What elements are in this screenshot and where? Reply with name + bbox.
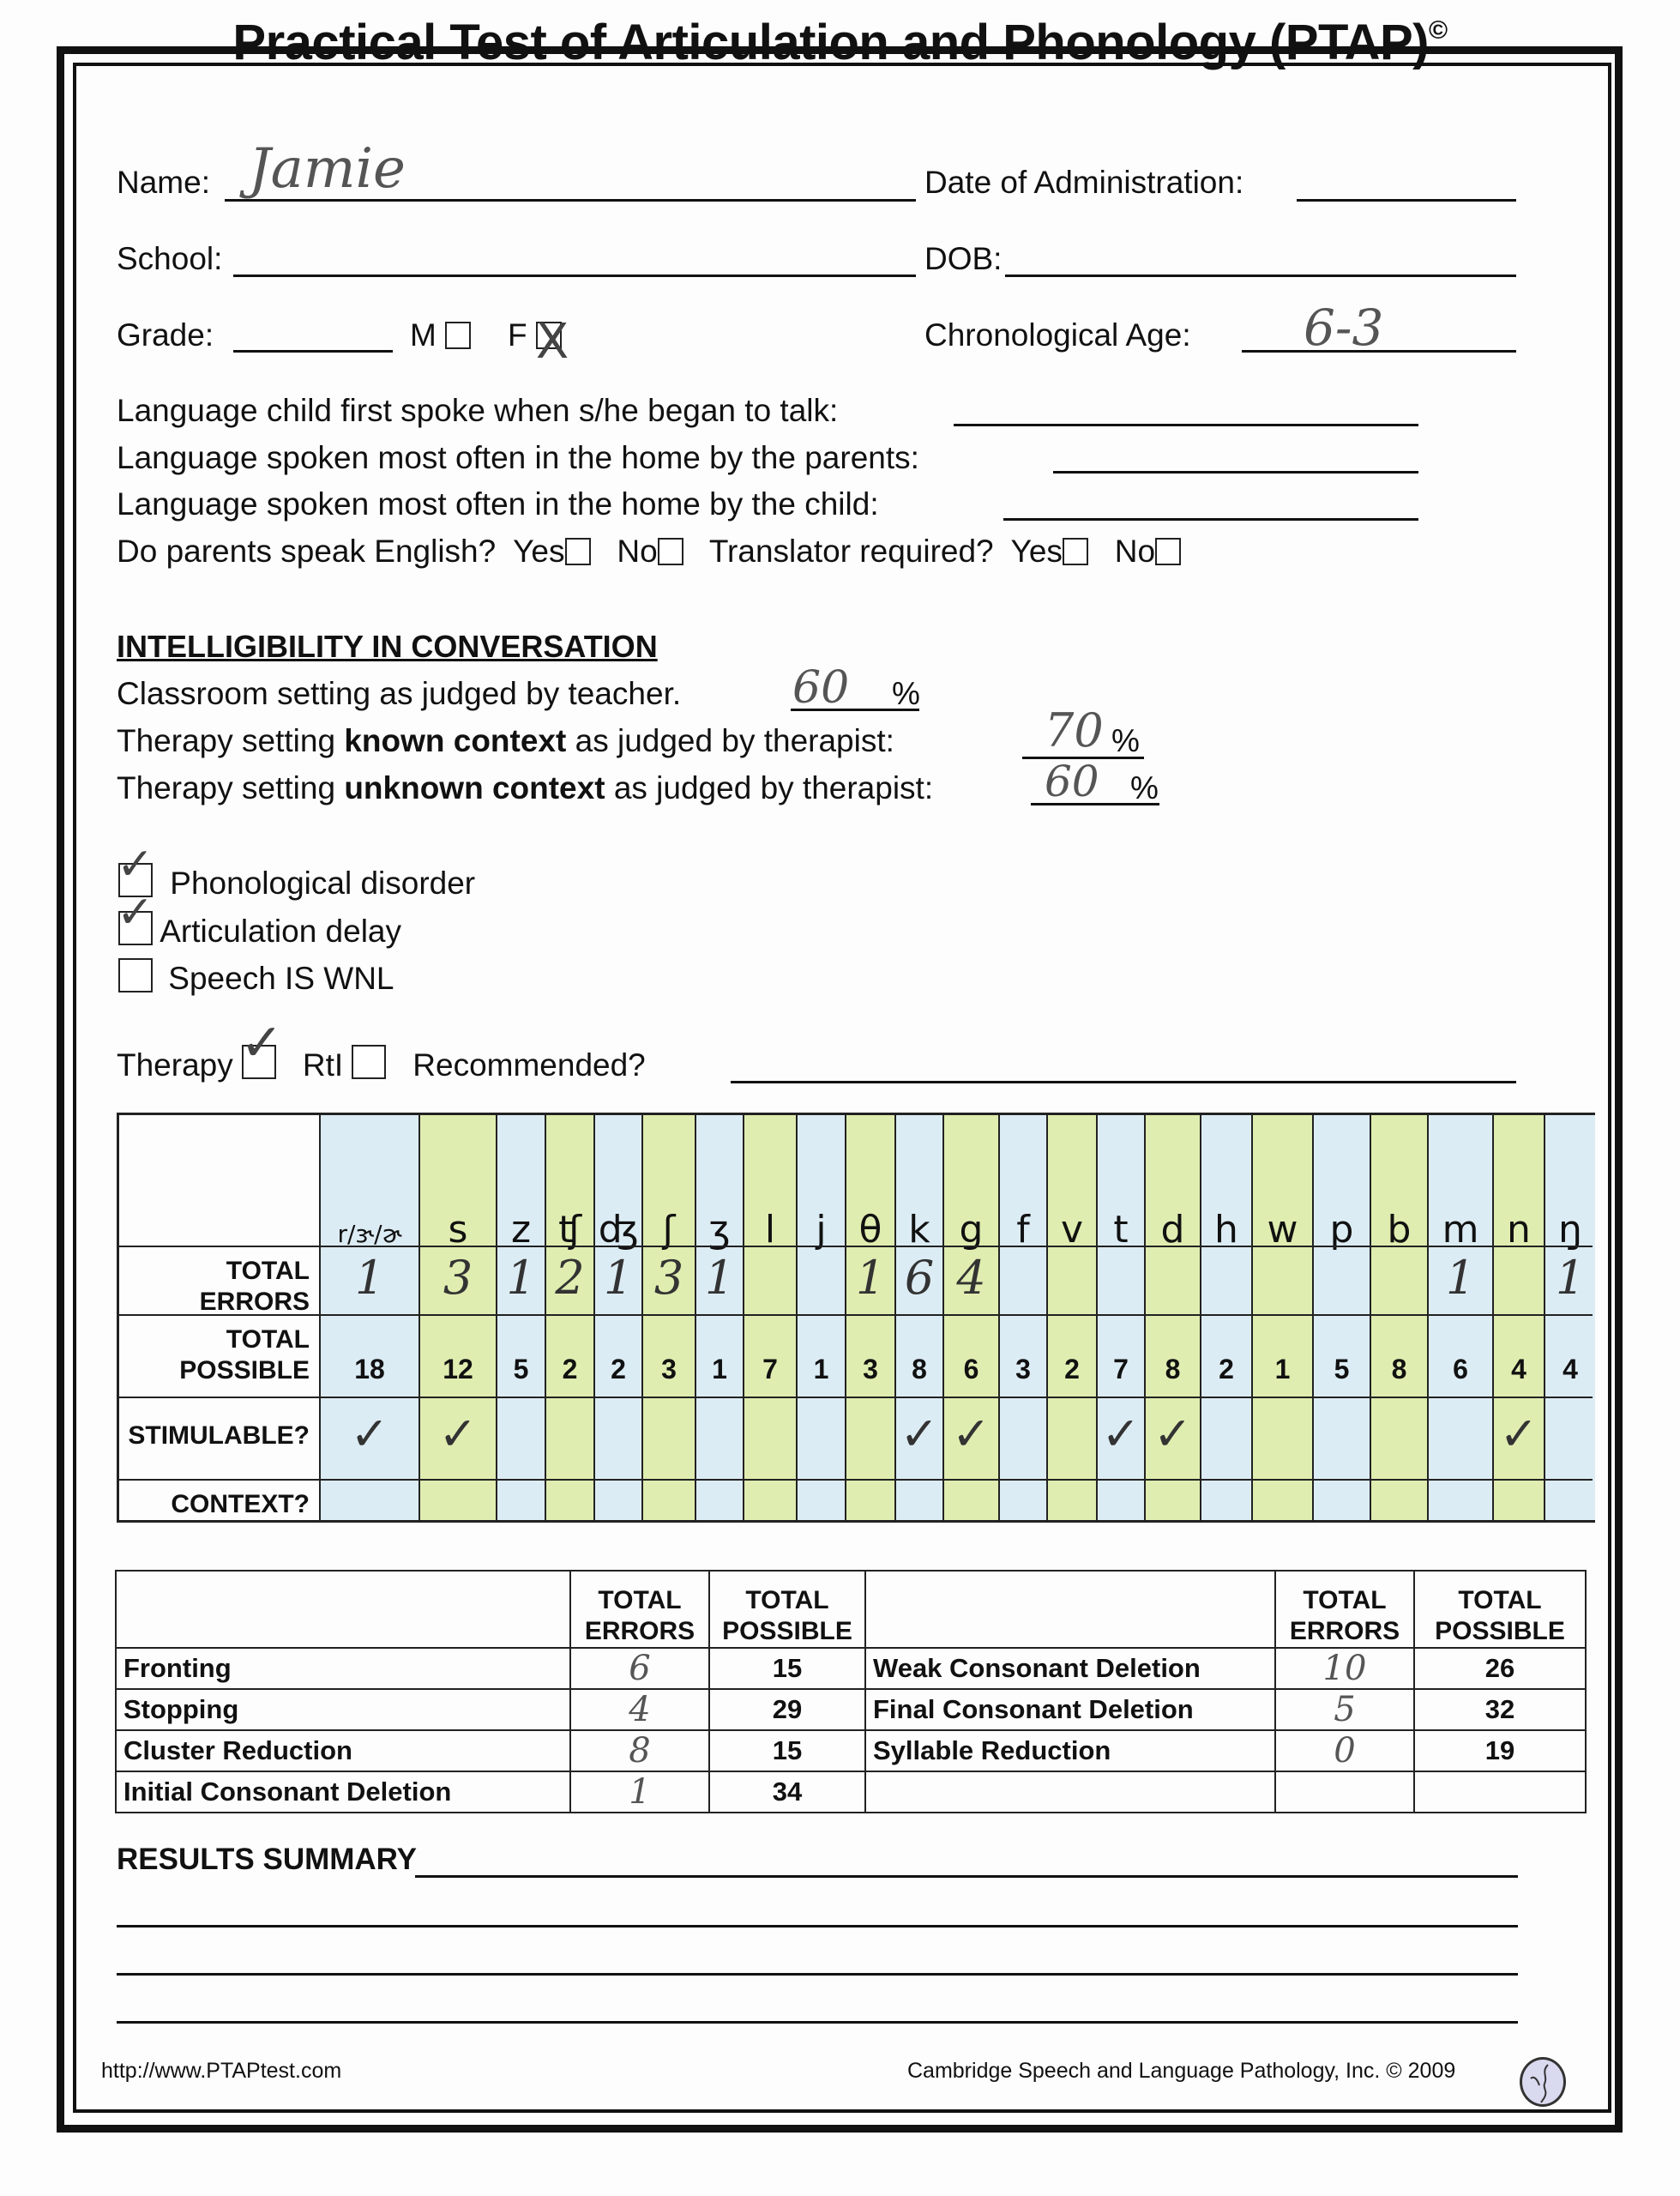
school-label: School: — [117, 241, 223, 276]
process-name-left: Initial Consonant Deletion — [116, 1771, 570, 1813]
phoneme-column — [1200, 1115, 1251, 1520]
process-possible-left: 34 — [709, 1771, 865, 1813]
articulation-label: Articulation delay — [160, 914, 402, 949]
sex-f-checkbox[interactable] — [535, 314, 569, 370]
process-possible-left: 15 — [709, 1648, 865, 1689]
process-possible-right: 19 — [1414, 1730, 1586, 1771]
header-right-possible — [1414, 1571, 1586, 1648]
process-row — [116, 1689, 1586, 1730]
total-possible-cell: 5 — [513, 1354, 529, 1385]
name-label: Name: — [117, 165, 210, 200]
total-possible-cell: 2 — [562, 1354, 578, 1385]
row-label-line: POSSIBLE — [179, 1356, 310, 1385]
grid-row-divider — [119, 1314, 1593, 1316]
rti-checkbox[interactable] — [352, 1045, 386, 1079]
phoneme-symbol: z — [510, 1208, 532, 1252]
process-errors-right[interactable]: 5 — [1275, 1689, 1414, 1730]
unknown-context-value: 60 — [1045, 757, 1099, 806]
results-summary-field-2[interactable] — [117, 1925, 1518, 1928]
phoneme-symbol: ʒ — [708, 1208, 731, 1252]
sex-m-option[interactable] — [410, 317, 471, 353]
phoneme-symbol: b — [1387, 1208, 1412, 1252]
header-left-possible — [709, 1571, 865, 1648]
total-possible-cell: 1 — [712, 1354, 727, 1385]
total-errors-cell[interactable]: 1 — [603, 1251, 634, 1305]
parents-language-label: Language spoken most often in the home by the parents: — [117, 440, 919, 475]
therapy-label: Therapy — [117, 1047, 233, 1083]
phoneme-symbol: ʤ — [598, 1208, 639, 1252]
stimulable-cell[interactable]: ✓ — [438, 1407, 478, 1461]
process-errors-right[interactable]: 0 — [1275, 1730, 1414, 1771]
therapy-checkbox[interactable] — [240, 1013, 284, 1079]
context-cell[interactable] — [321, 1486, 418, 1520]
total-possible-cell: 8 — [912, 1354, 927, 1385]
phoneme-symbol: ŋ — [1558, 1208, 1582, 1252]
phoneme-column — [641, 1115, 695, 1520]
total-possible-cell: 2 — [611, 1354, 626, 1385]
phoneme-column — [1312, 1115, 1370, 1520]
phoneme-symbol: ʃ — [662, 1208, 676, 1252]
context-cell[interactable] — [643, 1486, 695, 1520]
wnl-label: Speech IS WNL — [168, 961, 394, 996]
row-label-line: TOTAL — [226, 1257, 310, 1285]
total-possible-cell: 3 — [661, 1354, 677, 1385]
recommendation-row — [117, 1013, 646, 1083]
total-errors-cell[interactable]: 4 — [956, 1251, 986, 1305]
phoneme-column — [1144, 1115, 1200, 1520]
known-context-value: 70 — [1045, 703, 1104, 757]
child-language-field[interactable] — [1003, 518, 1418, 521]
phoneme-grid — [117, 1113, 1595, 1523]
process-table-header — [116, 1571, 1586, 1648]
header-line: TOTAL — [1303, 1586, 1387, 1614]
context-cell[interactable] — [1371, 1486, 1427, 1520]
context-cell[interactable] — [798, 1486, 845, 1520]
total-possible-cell: 6 — [1453, 1354, 1468, 1385]
header-line: POSSIBLE — [1435, 1617, 1565, 1645]
process-possible-right: 26 — [1414, 1648, 1586, 1689]
total-possible-cell: 1 — [813, 1354, 829, 1385]
phoneme-column — [545, 1115, 593, 1520]
title-text: Practical Test of Articulation and Phonology (PTAP) — [232, 15, 1429, 70]
total-errors-cell[interactable]: 3 — [443, 1251, 473, 1305]
context-cell[interactable] — [1429, 1486, 1492, 1520]
total-possible-cell: 5 — [1334, 1354, 1350, 1385]
total-errors-cell[interactable]: 1 — [354, 1251, 385, 1305]
school-field[interactable] — [233, 274, 916, 277]
unknown-percent: % — [1130, 770, 1159, 805]
process-row — [116, 1648, 1586, 1689]
phoneme-symbol: h — [1214, 1208, 1238, 1252]
face-profile-icon — [1522, 2060, 1563, 2104]
total-errors-cell[interactable]: 6 — [904, 1251, 935, 1305]
process-possible-left: 29 — [709, 1689, 865, 1730]
grid-row-divider — [119, 1479, 1593, 1481]
process-possible-right — [1414, 1771, 1586, 1813]
context-cell[interactable] — [1253, 1486, 1312, 1520]
process-name-left: Stopping — [116, 1689, 570, 1730]
known-percent: % — [1111, 723, 1140, 758]
phoneme-symbol: f — [1016, 1208, 1030, 1252]
intelligibility-heading: INTELLIGIBILITY IN CONVERSATION — [117, 629, 658, 664]
age-label: Chronological Age: — [924, 317, 1191, 353]
total-errors-cell[interactable]: 1 — [506, 1251, 536, 1305]
unknown-suffix: as judged by therapist: — [605, 770, 934, 805]
context-cell[interactable] — [595, 1486, 641, 1520]
phoneme-column — [998, 1115, 1046, 1520]
process-name-right: Syllable Reduction — [865, 1730, 1275, 1771]
total-possible-cell: 8 — [1391, 1354, 1407, 1385]
translator-yes-label: Yes — [1010, 534, 1063, 569]
grid-row-divider — [119, 1246, 1593, 1247]
phoneme-symbol: w — [1267, 1208, 1298, 1252]
process-name-left: Fronting — [116, 1648, 570, 1689]
grade-label: Grade: — [117, 317, 214, 353]
page-title — [0, 14, 1680, 71]
unknown-prefix: Therapy setting — [117, 770, 345, 805]
context-cell[interactable] — [546, 1486, 593, 1520]
articulation-checkbox[interactable] — [117, 887, 154, 945]
total-possible-cell: 4 — [1511, 1354, 1526, 1385]
process-row — [116, 1730, 1586, 1771]
context-cell[interactable] — [1545, 1486, 1595, 1520]
parents-english-yes-checkbox[interactable] — [565, 538, 591, 565]
copyright-mark: © — [1428, 16, 1448, 45]
date-label: Date of Administration: — [924, 165, 1244, 200]
process-name-right — [865, 1771, 1275, 1813]
unknown-context-label — [117, 770, 933, 806]
phoneme-column — [1096, 1115, 1144, 1520]
translator-label: Translator required? — [708, 534, 994, 569]
process-name-right: Weak Consonant Deletion — [865, 1648, 1275, 1689]
context-cell[interactable] — [420, 1486, 496, 1520]
stimulable-cell[interactable]: ✓ — [900, 1407, 939, 1461]
stimulable-cell[interactable]: ✓ — [350, 1407, 389, 1461]
diagnosis-phonological[interactable] — [117, 839, 476, 902]
total-possible-cell: 4 — [1563, 1354, 1578, 1385]
dob-field[interactable] — [1005, 274, 1516, 277]
dob-label: DOB: — [924, 241, 1003, 276]
results-summary-label: RESULTS SUMMARY — [117, 1843, 417, 1876]
phoneme-column — [1251, 1115, 1312, 1520]
process-errors-left[interactable]: 8 — [570, 1730, 709, 1771]
total-possible-cell: 7 — [762, 1354, 778, 1385]
total-possible-cell: 2 — [1219, 1354, 1234, 1385]
phoneme-symbol: s — [448, 1208, 468, 1252]
stimulable-cell[interactable]: ✓ — [1153, 1407, 1193, 1461]
header-line: TOTAL — [598, 1586, 682, 1614]
phoneme-column — [942, 1115, 998, 1520]
child-language-label: Language spoken most often in the home by the child: — [117, 486, 879, 522]
row-label-context: CONTEXT? — [171, 1490, 310, 1518]
context-cell[interactable] — [1098, 1486, 1144, 1520]
sex-f-option[interactable] — [508, 314, 569, 370]
context-cell[interactable] — [846, 1486, 894, 1520]
total-errors-cell[interactable]: 1 — [1445, 1251, 1476, 1305]
header-line: ERRORS — [584, 1617, 695, 1645]
diagnosis-articulation[interactable] — [117, 887, 402, 950]
row-label-stimulable: STIMULABLE? — [128, 1421, 310, 1450]
phoneme-column — [1370, 1115, 1427, 1520]
process-errors-right[interactable] — [1275, 1771, 1414, 1813]
check-icon: ✓ — [117, 887, 154, 938]
translator-yes-checkbox[interactable] — [1063, 538, 1088, 565]
phoneme-symbol: d — [1160, 1208, 1185, 1252]
phoneme-column — [418, 1115, 496, 1520]
total-possible-cell: 12 — [443, 1354, 473, 1385]
x-mark-icon: X — [535, 314, 569, 370]
date-field[interactable] — [1297, 199, 1516, 202]
total-possible-cell: 7 — [1113, 1354, 1129, 1385]
context-cell[interactable] — [497, 1486, 545, 1520]
stimulable-cell[interactable]: ✓ — [1101, 1407, 1141, 1461]
known-suffix: as judged by therapist: — [566, 723, 894, 758]
classroom-value: 60 — [792, 662, 850, 714]
total-errors-cell[interactable]: 2 — [555, 1251, 585, 1305]
header-left-errors — [570, 1571, 709, 1648]
context-cell[interactable] — [1314, 1486, 1370, 1520]
phoneme-symbol: l — [764, 1208, 776, 1252]
sex-m-checkbox[interactable] — [445, 322, 471, 349]
process-row — [116, 1771, 1586, 1813]
phoneme-column — [496, 1115, 545, 1520]
diagnosis-wnl[interactable] — [118, 958, 394, 997]
phoneme-column — [796, 1115, 845, 1520]
translator-no-checkbox[interactable] — [1155, 538, 1181, 565]
process-errors-left[interactable]: 1 — [570, 1771, 709, 1813]
grade-field[interactable] — [233, 350, 393, 353]
known-prefix: Therapy setting — [117, 723, 345, 758]
context-cell[interactable] — [1494, 1486, 1544, 1520]
translator-no-label: No — [1114, 534, 1156, 569]
phoneme-column — [1427, 1115, 1492, 1520]
row-label-total-possible — [119, 1324, 322, 1386]
phoneme-column — [894, 1115, 942, 1520]
total-possible-cell: 1 — [1274, 1354, 1291, 1385]
context-cell[interactable] — [1048, 1486, 1096, 1520]
phoneme-symbol: m — [1442, 1208, 1479, 1252]
total-possible-cell: 3 — [1015, 1354, 1031, 1385]
phoneme-symbol: θ — [858, 1208, 882, 1252]
context-cell[interactable] — [744, 1486, 796, 1520]
known-context-label — [117, 723, 894, 759]
process-errors-right[interactable]: 10 — [1275, 1648, 1414, 1689]
classroom-percent: % — [892, 676, 920, 711]
context-cell[interactable] — [1201, 1486, 1251, 1520]
context-cell[interactable] — [1000, 1486, 1046, 1520]
publisher-logo-icon — [1520, 2057, 1566, 2107]
context-cell[interactable] — [896, 1486, 942, 1520]
context-cell[interactable] — [1146, 1486, 1200, 1520]
header-line: ERRORS — [1289, 1617, 1400, 1645]
first-language-field[interactable] — [954, 424, 1418, 426]
process-possible-left: 15 — [709, 1730, 865, 1771]
total-possible-cell: 2 — [1064, 1354, 1080, 1385]
parents-english-label: Do parents speak English? — [117, 534, 497, 569]
total-possible-cell: 8 — [1165, 1354, 1181, 1385]
page-border-outer — [57, 46, 1623, 2133]
header-line: TOTAL — [745, 1586, 829, 1614]
parents-english-no-checkbox[interactable] — [658, 538, 683, 565]
stimulable-cell[interactable]: ✓ — [1499, 1407, 1538, 1461]
phoneme-symbol: g — [959, 1208, 984, 1252]
first-language-label: Language child first spoke when s/he began to talk: — [117, 393, 839, 428]
known-bold: known context — [344, 723, 567, 758]
header-blank-left — [116, 1571, 570, 1648]
header-line: POSSIBLE — [722, 1617, 852, 1645]
sex-f-label: F — [508, 317, 527, 353]
age-value: 6-3 — [1304, 299, 1384, 357]
process-errors-left[interactable]: 4 — [570, 1689, 709, 1730]
phonological-process-table — [115, 1570, 1587, 1813]
total-errors-cell[interactable]: 1 — [1555, 1251, 1586, 1305]
parents-language-field[interactable] — [1053, 471, 1418, 474]
recommended-field[interactable] — [731, 1081, 1516, 1083]
total-possible-cell: 18 — [354, 1354, 385, 1385]
wnl-checkbox[interactable] — [118, 958, 153, 992]
results-summary-field-4[interactable] — [117, 2021, 1518, 2024]
header-blank-right — [865, 1571, 1275, 1648]
total-errors-cell[interactable]: 3 — [653, 1251, 684, 1305]
phoneme-symbol: t — [1113, 1208, 1129, 1252]
recommended-label: Recommended? — [412, 1047, 646, 1083]
row-label-total-errors — [119, 1256, 322, 1318]
row-label-line: ERRORS — [199, 1288, 310, 1316]
phoneme-column — [695, 1115, 743, 1520]
check-icon: ✓ — [240, 1013, 284, 1073]
phoneme-column — [1046, 1115, 1096, 1520]
rti-label: RtI — [302, 1047, 344, 1083]
phoneme-column — [845, 1115, 894, 1520]
phoneme-symbol: j — [816, 1208, 827, 1252]
context-cell[interactable] — [944, 1486, 998, 1520]
total-errors-cell[interactable]: 1 — [704, 1251, 735, 1305]
context-cell[interactable] — [696, 1486, 743, 1520]
footer-copyright: Cambridge Speech and Language Pathology, Inc. © 2009 — [907, 2059, 1456, 2083]
footer-url[interactable]: http://www.PTAPtest.com — [101, 2059, 342, 2083]
total-possible-cell: 6 — [963, 1354, 979, 1385]
phoneme-column — [743, 1115, 796, 1520]
results-summary-field-1[interactable] — [415, 1875, 1518, 1878]
classroom-label: Classroom setting as judged by teacher. — [117, 676, 682, 711]
header-line: TOTAL — [1458, 1586, 1542, 1614]
process-name-right: Final Consonant Deletion — [865, 1689, 1275, 1730]
sex-m-label: M — [410, 317, 437, 353]
results-summary-field-3[interactable] — [117, 1973, 1518, 1976]
process-name-left: Cluster Reduction — [116, 1730, 570, 1771]
parents-english-no-label: No — [617, 534, 658, 569]
phonological-label: Phonological disorder — [170, 866, 476, 901]
phoneme-column — [1492, 1115, 1544, 1520]
parents-english-yes-label: Yes — [513, 534, 565, 569]
phoneme-symbol: ʧ — [558, 1208, 581, 1252]
phoneme-symbol: p — [1329, 1208, 1354, 1252]
phoneme-symbol: v — [1060, 1208, 1084, 1252]
phoneme-symbol: k — [908, 1208, 930, 1252]
unknown-bold: unknown context — [344, 770, 605, 805]
total-possible-cell: 3 — [863, 1354, 878, 1385]
check-icon: ✓ — [117, 839, 154, 890]
total-errors-cell[interactable]: 1 — [855, 1251, 886, 1305]
stimulable-cell[interactable]: ✓ — [951, 1407, 991, 1461]
phoneme-column — [1544, 1115, 1595, 1520]
name-value: Jamie — [249, 137, 406, 201]
phoneme-column — [593, 1115, 641, 1520]
english-translator-row — [117, 534, 1181, 570]
phoneme-symbol: n — [1507, 1208, 1531, 1252]
process-errors-left[interactable]: 6 — [570, 1648, 709, 1689]
phoneme-symbol: r/ɝ/ɚ — [337, 1220, 402, 1248]
header-right-errors — [1275, 1571, 1414, 1648]
grid-row-divider — [119, 1397, 1593, 1398]
process-possible-right: 32 — [1414, 1689, 1586, 1730]
row-label-line: TOTAL — [226, 1325, 310, 1354]
phoneme-column — [319, 1115, 418, 1520]
